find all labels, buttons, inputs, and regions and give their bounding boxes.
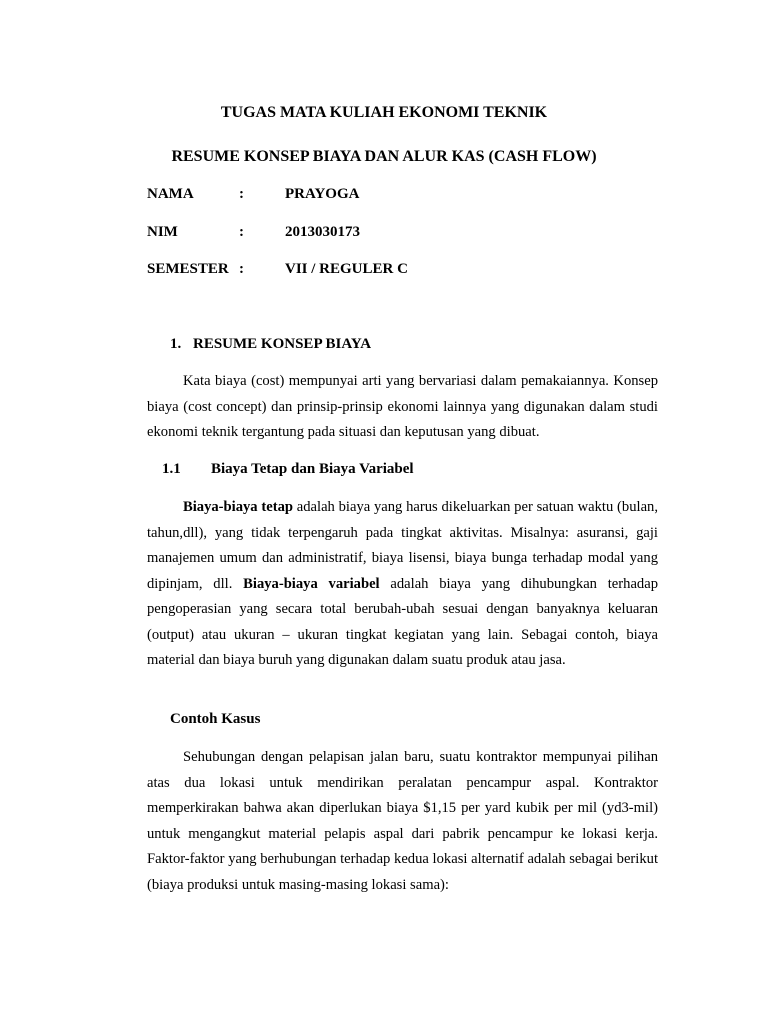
section-1-number: 1. bbox=[170, 336, 182, 352]
document-subtitle: RESUME KONSEP BIAYA DAN ALUR KAS (CASH FLOW) bbox=[171, 148, 597, 165]
section-1-1-number: 1.1 bbox=[162, 461, 181, 477]
semester-value: VII / REGULER C bbox=[285, 261, 408, 277]
section-1-1-title: Biaya Tetap dan Biaya Variabel bbox=[211, 461, 414, 477]
case-text: Sehubungan dengan pelapisan jalan baru, suatu kontraktor mempunyai pilihan atas dua lokasi untuk mendirikan peralatan pencampur aspal. Kontraktor memperkirakan bahwa akan diperlukan biaya $1,15 per yard kubik per mil (yd3-mil) untuk mengangkut material pelapis aspal dari pabrik pencampur ke lokasi kerja. Faktor-faktor yang berhubungan terhadap kedua lokasi alternatif adalah sebagai berikut (biaya produksi untuk masing-masing lokasi sama): bbox=[147, 749, 658, 893]
name-value: PRAYOGA bbox=[285, 186, 360, 202]
variable-cost-text: adalah biaya yang dihubungkan terhadap pengoperasian yang secara total berubah-ubah sesuai dengan banyaknya keluaran (output) atau ukuran – ukuran tingkat kegiatan yang lain. Sebagai contoh, biaya material dan biaya buruh yang digunakan dalam suatu produk atau jasa. bbox=[147, 575, 658, 668]
section-1-text: Kata biaya (cost) mempunyai arti yang bervariasi dalam pemakaiannya. Konsep biaya (cost concept) dan prinsip-prinsip ekonomi lainnya yang digunakan dalam studi ekonomi teknik tergantung pada situasi dan keputusan yang dibuat. bbox=[147, 373, 658, 440]
nim-separator: : bbox=[239, 224, 244, 240]
document-title: TUGAS MATA KULIAH EKONOMI TEKNIK bbox=[220, 104, 548, 121]
name-separator: : bbox=[239, 186, 244, 202]
case-heading: Contoh Kasus bbox=[170, 711, 261, 727]
semester-label: SEMESTER bbox=[147, 261, 229, 277]
term-fixed-cost: Biaya-biaya tetap bbox=[183, 499, 293, 515]
fixed-cost-text: adalah biaya yang harus dikeluarkan per satuan waktu (bulan, tahun,dll), yang tidak terpengaruh pada tingkat aktivitas. Misalnya: asuransi, gaji manajemen umum dan administratif, biaya lisensi, biaya bunga terhadap modal yang dipinjam, dll. bbox=[147, 499, 658, 592]
nim-label: NIM bbox=[147, 224, 178, 240]
nim-value: 2013030173 bbox=[285, 224, 360, 240]
semester-separator: : bbox=[239, 261, 244, 277]
term-variable-cost: Biaya-biaya variabel bbox=[243, 575, 380, 592]
name-label: NAMA bbox=[147, 186, 194, 202]
section-1-title: RESUME KONSEP BIAYA bbox=[193, 336, 372, 352]
section-1-1-paragraph bbox=[147, 495, 658, 674]
case-paragraph bbox=[147, 745, 658, 898]
section-1-paragraph bbox=[147, 369, 658, 446]
